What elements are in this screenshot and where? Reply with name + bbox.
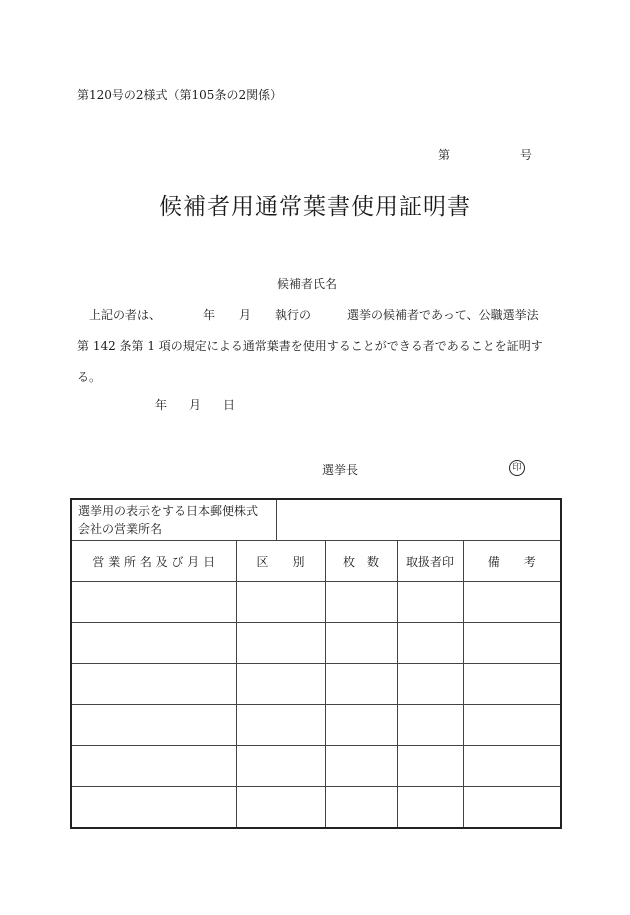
body-line: る。 xyxy=(77,370,102,384)
table-row xyxy=(71,664,561,705)
table-cell[interactable] xyxy=(463,623,561,664)
table-cell[interactable] xyxy=(325,746,397,787)
table-cell[interactable] xyxy=(397,664,463,705)
certification-text xyxy=(77,300,562,393)
date-day: 日 xyxy=(223,398,236,412)
table-cell[interactable] xyxy=(71,664,236,705)
table-cell[interactable] xyxy=(463,787,561,829)
date-year: 年 xyxy=(155,398,168,412)
table-cell[interactable] xyxy=(397,705,463,746)
office-name-value[interactable] xyxy=(276,499,561,541)
table-cell[interactable] xyxy=(325,623,397,664)
table-cell[interactable] xyxy=(463,582,561,623)
table-cell[interactable] xyxy=(463,705,561,746)
table-cell[interactable] xyxy=(325,787,397,829)
table-cell[interactable] xyxy=(236,664,325,705)
table-cell[interactable] xyxy=(236,582,325,623)
form-number: 第120号の2様式（第105条の2関係） xyxy=(77,88,283,102)
table-cell[interactable] xyxy=(397,787,463,829)
table-cell[interactable] xyxy=(325,664,397,705)
office-label-line2: 会社の営業所名 xyxy=(78,522,163,536)
office-label-line1: 選挙用の表示をする日本郵便株式 xyxy=(78,504,259,518)
number-suffix: 号 xyxy=(520,148,533,162)
seal-mark: 印 xyxy=(509,460,525,476)
table-cell[interactable] xyxy=(325,705,397,746)
date-line xyxy=(155,396,257,413)
table-cell[interactable] xyxy=(71,623,236,664)
number-prefix: 第 xyxy=(438,148,451,162)
table-cell[interactable] xyxy=(397,746,463,787)
table-cell[interactable] xyxy=(397,623,463,664)
document-number-line xyxy=(438,146,532,163)
table-cell[interactable] xyxy=(236,623,325,664)
header-category: 区 別 xyxy=(236,541,325,582)
date-month: 月 xyxy=(189,398,202,412)
election-chairman-label: 選挙長 xyxy=(322,463,359,477)
usage-record-table xyxy=(70,498,562,829)
body-line: 上記の者は、 年 月 執行の 選挙の候補者であって、公職選挙法 xyxy=(77,308,539,322)
table-cell[interactable] xyxy=(71,705,236,746)
table-cell[interactable] xyxy=(236,705,325,746)
table-cell[interactable] xyxy=(71,746,236,787)
page-title: 候補者用通常葉書使用証明書 xyxy=(159,194,471,220)
table-row xyxy=(71,746,561,787)
table-cell[interactable] xyxy=(71,582,236,623)
table-cell[interactable] xyxy=(71,787,236,829)
candidate-name-label: 候補者氏名 xyxy=(277,277,338,291)
table-header-row xyxy=(71,541,561,582)
office-name-label xyxy=(71,499,276,541)
table-row xyxy=(71,582,561,623)
table-cell[interactable] xyxy=(463,664,561,705)
header-handler-seal: 取扱者印 xyxy=(397,541,463,582)
table-row xyxy=(71,705,561,746)
table-cell[interactable] xyxy=(397,582,463,623)
header-remarks: 備 考 xyxy=(463,541,561,582)
table-row xyxy=(71,787,561,829)
table-cell[interactable] xyxy=(236,746,325,787)
office-name-row xyxy=(71,499,561,541)
table-cell[interactable] xyxy=(463,746,561,787)
body-line: 第 142 条第 1 項の規定による通常葉書を使用することができる者であることを証明す xyxy=(77,339,543,353)
table-cell[interactable] xyxy=(325,582,397,623)
table-row xyxy=(71,623,561,664)
header-count: 枚 数 xyxy=(325,541,397,582)
table-cell[interactable] xyxy=(236,787,325,829)
header-office-and-date: 営 業 所 名 及 び 月 日 xyxy=(71,541,236,582)
